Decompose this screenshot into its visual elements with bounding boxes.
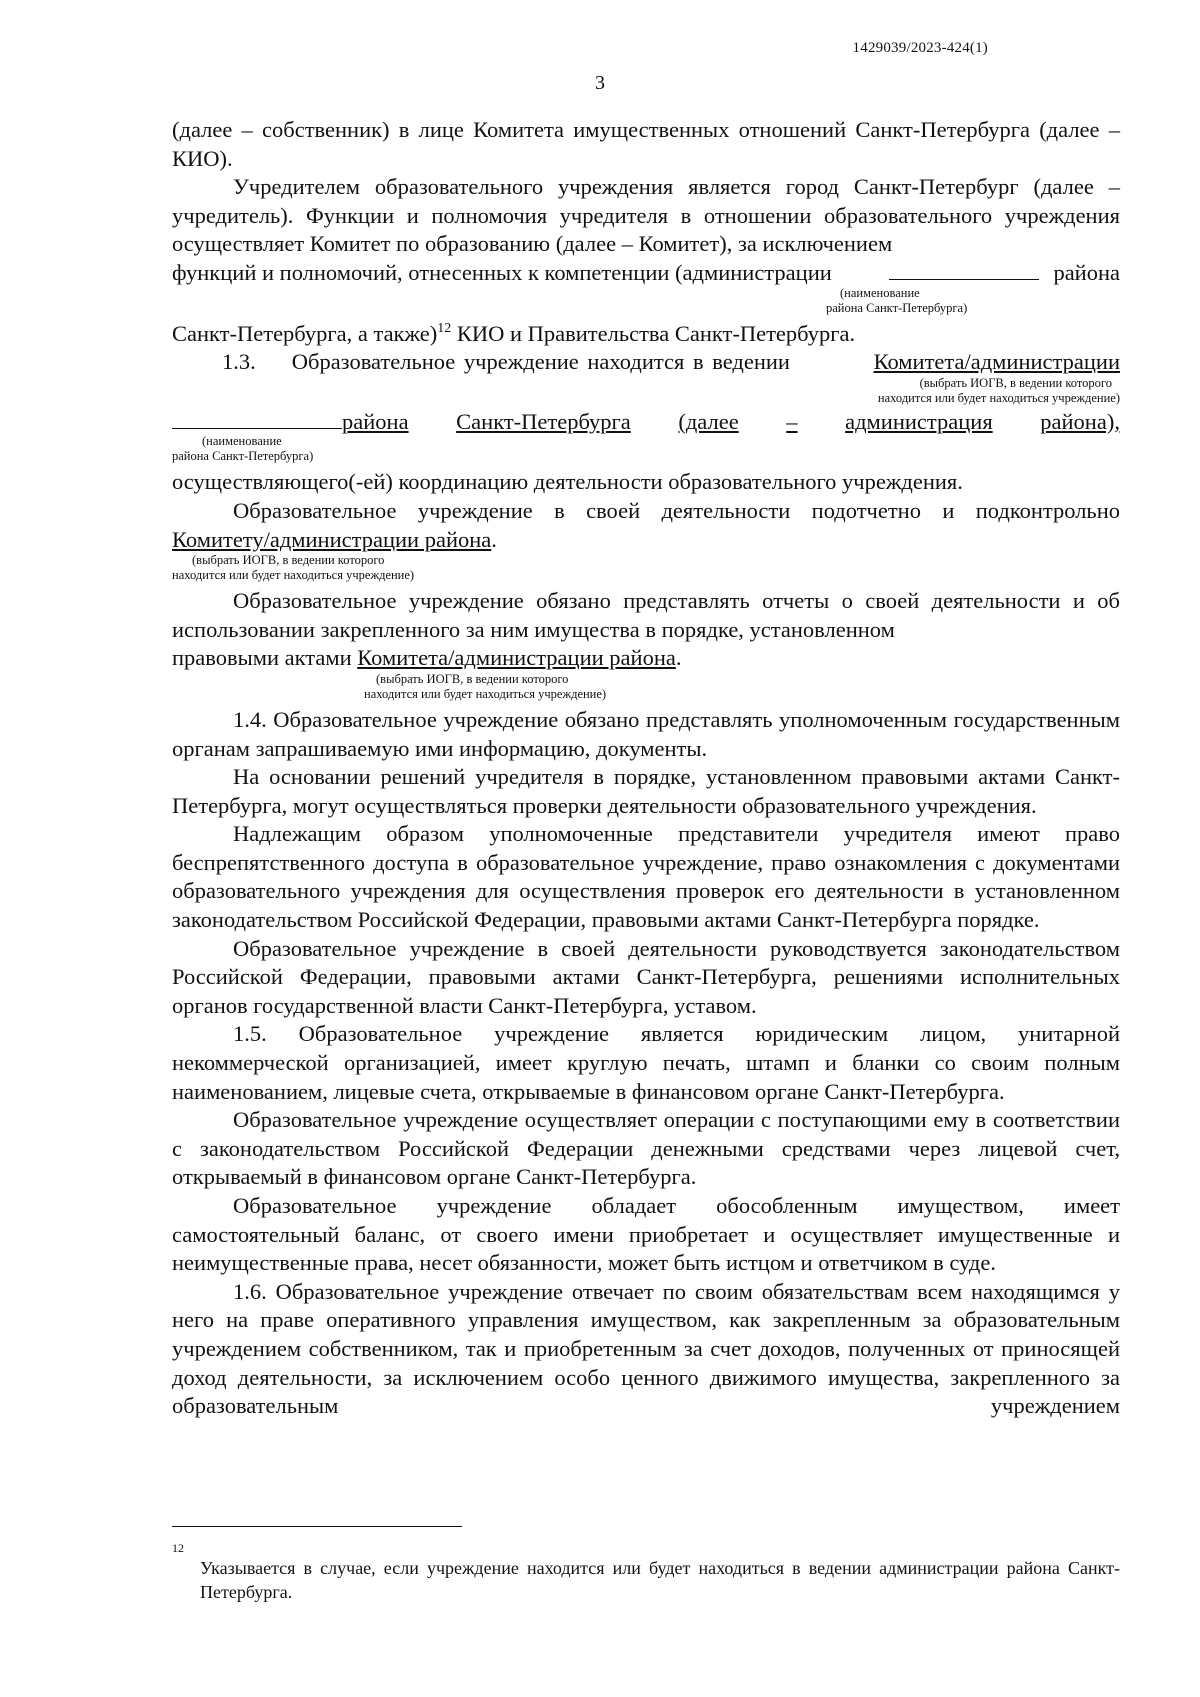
paragraph-inspections: На основании решений учредителя в порядке, установленном правовыми актами Санкт-Петербурга, могут осуществляться проверки деятельности образовательного учреждения. [172,764,1120,818]
paragraph-legislation: Образовательное учреждение в своей деятельности руководствуется законодательством Российской Федерации, правовыми актами Санкт-Петербурга, решениями исполнительных органов государственной власти Санкт-Петербурга, уставом. [172,935,1120,1018]
authority-choice: Комитета/администрации района [357,645,676,671]
district-admin-line [342,408,1120,437]
founder-line-text: функций и полномочий, отнесенных к компетенции (администрации [172,259,832,285]
paragraph-kio [172,320,1120,349]
footnote-separator [172,1526,462,1527]
hint-line: (выбрать ИОГВ, в ведении которого [376,671,569,686]
paragraph-reports: Образовательное учреждение обязано представлять отчеты о своей деятельности и об использовании закрепленного за ним имущества в порядке, установленном [172,588,1120,642]
document-body [172,116,1120,1421]
hint-line: района Санкт-Петербурга) [172,449,314,464]
paragraph-property: Образовательное учреждение обладает обособленным имуществом, имеет самостоятельный баланс, от своего имени приобретает и осуществляет имущественные и неимущественные права, несет обязанности, может быть истцом и ответчиком в суде. [172,1193,1120,1276]
paragraph-founder: Учредителем образовательного учреждения является город Санкт-Петербург (далее – учредитель). Функции и полномочия учредителя в отношении образовательного учреждения осуществляет Комитет по образованию (далее – Комитет), за исключением [172,174,1120,257]
hint-line: (наименование [202,434,282,449]
kio-text-end: КИО и Правительства Санкт-Петербурга. [451,320,856,346]
founder-line-end: района [1053,259,1120,285]
page-number: 3 [595,72,605,94]
section-1-3-line2 [172,408,1120,437]
section-1-6: 1.6. Образовательное учреждение отвечает по своим обязательствам всем находящимся у него на праве оперативного управления имуществом, как закрепленным за образовательным учреждением собственником, так и приобретенным за счет доходов, полученных от приносящей доход деятельности, за исключением особо ценного движимого имущества, закрепленного за образовательным учреждением [172,1278,1120,1419]
coordination-line: осуществляющего(-ей) координацию деятельности образовательного учреждения. [172,469,963,495]
word: района [342,408,409,434]
reports-last-line [172,644,1120,673]
accountable-authority-line [172,526,1120,555]
footnote-mark: 12 [172,1541,184,1555]
footnote [172,1538,1120,1622]
hint-line: (выбрать ИОГВ, в ведении которого [919,375,1112,390]
section-1-3 [172,348,1120,377]
section-1-4: 1.4. Образовательное учреждение обязано представлять уполномоченным государственным органам запрашиваемую ими информацию, документы. [172,706,1120,761]
hint-line: (выбрать ИОГВ, в ведении которого [192,553,385,568]
footnote-hint-authority [172,376,1120,406]
paragraph-founder-last-line [172,259,1120,288]
paragraph-accountable: Образовательное учреждение в своей деятельности подотчетно и подконтрольно [233,497,1120,523]
kio-text: Санкт-Петербурга, а также) [172,320,438,346]
paragraph-owner: (далее – собственник) в лице Комитета имущественных отношений Санкт-Петербурга (далее – КИО). [172,117,1120,171]
reports-line-text: правовыми актами [172,645,358,671]
paragraph-operations: Образовательное учреждение осуществляет операции с поступающими ему в соответствии с законодательством Российской Федерации денежными средствами через лицевой счет, открываемый в финансовом органе Санкт-Петербурга. [172,1107,1120,1190]
section-number: 1.3. [222,349,256,375]
authority-choice: Комитета/администрации [873,349,1120,375]
document-number: 1429039/2023-424(1) [852,40,988,56]
hint-line: находится или будет находиться учреждение) [172,568,415,583]
word: администрация [845,408,993,434]
hint-line: района Санкт-Петербурга) [826,300,968,315]
footnote-text: Указывается в случае, если учреждение находится или будет находиться в ведении администрации района Санкт-Петербурга. [200,1558,1120,1602]
paragraph-representatives: Надлежащим образом уполномоченные представители учредителя имеют право беспрепятственного доступа в образовательное учреждение, право ознакомления с документами образовательного учреждения для осуществления проверок его деятельности в установленном законодательством Российской Федерации, правовыми актами Санкт-Петербурга порядке. [172,821,1120,933]
footnote-hint-district-2 [172,434,1120,464]
word: (далее [678,408,739,434]
footnote-hint-district [826,285,1120,316]
authority-choice: Комитету/администрации района [172,526,492,552]
section-1-5: 1.5. Образовательное учреждение является юридическим лицом, унитарной некоммерческой организацией, имеет круглую печать, штамп и бланки со своим полным наименованием, лицевые счета, открываемые в финансовом органе Санкт-Петербурга. [172,1021,1120,1104]
footnote-hint-authority-3 [364,672,1120,702]
hint-line: (наименование [840,285,920,300]
district-name-blank [889,261,1039,280]
word: района), [1040,408,1120,434]
hint-line: находится или будет находиться учреждение) [364,686,607,701]
footnote-hint-authority-2 [172,553,1120,583]
period: . [675,645,682,671]
hint-line: находится или будет находиться учреждение) [877,390,1120,405]
section-text: Образовательное учреждение находится в ведении [291,349,790,375]
word: Санкт-Петербурга [456,408,631,434]
word: – [786,408,798,434]
period: . [491,526,497,552]
footnote-reference: 12 [437,320,452,336]
district-name-blank [172,410,342,429]
